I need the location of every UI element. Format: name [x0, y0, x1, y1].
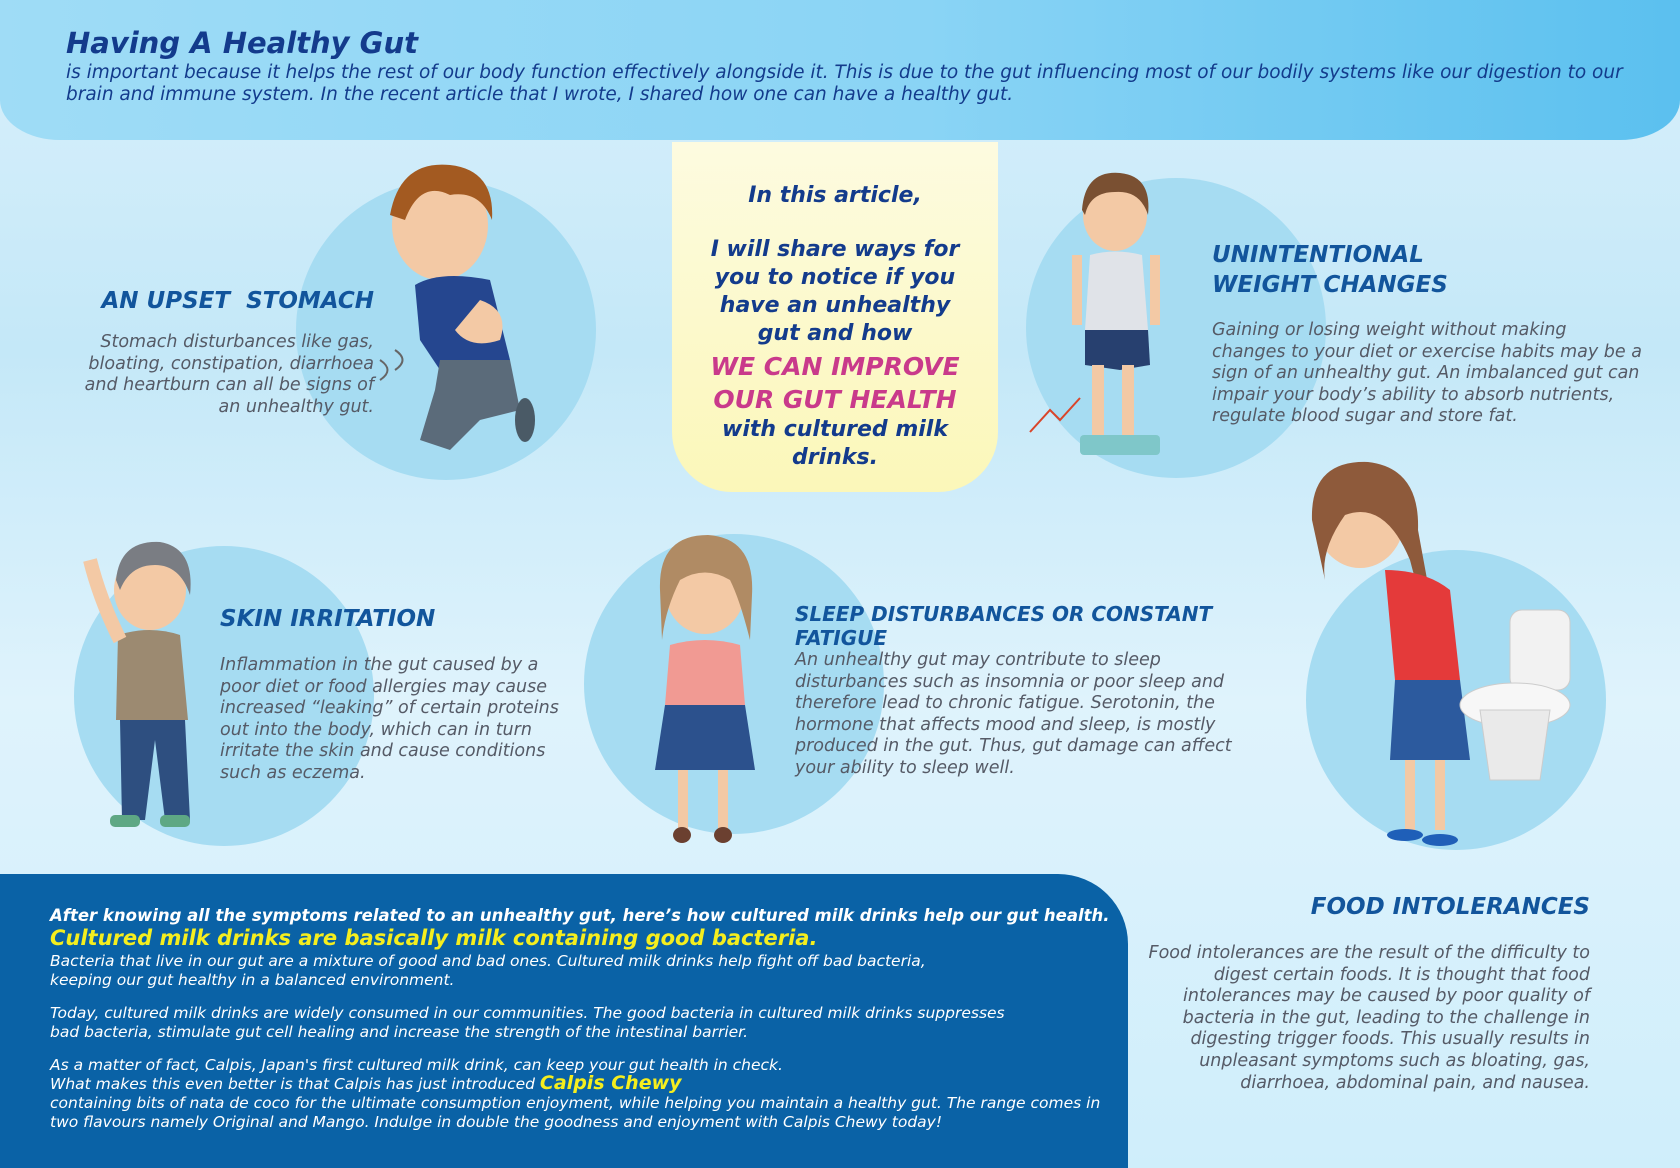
article-callout [672, 142, 998, 492]
bottom-p4-intro: What makes this even better is that Calpis has just introduced [50, 1075, 535, 1093]
bottom-paragraph-3: As a matter of fact, Calpis, Japan's first cultured milk drink, can keep your gut health in check. [50, 1056, 783, 1074]
bottom-paragraph-4 [50, 1074, 1110, 1132]
product-name: Calpis Chewy [539, 1072, 682, 1094]
weight-text: Gaining or losing weight without making changes to your diet or exercise habits may be a sign of an unhealthy gut. An imbalanced gut can impair your body’s ability to absorb nutrients, regulate blood sugar and store fat. [1212, 320, 1642, 427]
bottom-lead: After knowing all the symptoms related to an unhealthy gut, here’s how cultured milk drinks help our gut health. [50, 906, 1110, 925]
skin-irritation-boy-illustration [80, 540, 220, 840]
bottom-paragraph-1: Bacteria that live in our gut are a mixture of good and bad ones. Cultured milk drinks help fight off bad bacteria, keeping our gut healthy in a balanced environment. [50, 952, 926, 989]
bottom-highlight: Cultured milk drinks are basically milk containing good bacteria. [50, 926, 818, 950]
bottom-paragraph-2: Today, cultured milk drinks are widely consumed in our communities. The good bacteria in cultured milk drinks suppresses bad bacteria, stimulate gut cell healing and increase the strength of the intestinal barrier. [50, 1004, 1005, 1041]
bottom-p4-rest: containing bits of nata de coco for the ultimate consumption enjoyment, while helping you maintain a healthy gut. The range comes in two flavours namely Original and Mango. Indulge in double the goodness and enjoyment with Calpis Chewy today! [50, 1094, 1101, 1131]
page-title: Having A Healthy Gut [66, 26, 418, 60]
food-text: Food intolerances are the result of the difficulty to digest certain foods. It is thought that food intolerances may be caused by poor quality of bacteria in the gut, leading to the challenge in digesting trigger foods. This usually results in unpleasant symptoms such as bloating, gas, diarrhoea, abdominal pain, and nausea. [1148, 943, 1590, 1093]
skin-heading: SKIN IRRITATION [220, 606, 436, 632]
food-heading: FOOD INTOLERANCES [1310, 894, 1590, 920]
upset-stomach-heading: AN UPSET STOMACH [101, 288, 374, 314]
sleep-heading: SLEEP DISTURBANCES OR CONSTANT FATIGUE [795, 602, 1213, 650]
weight-heading-line2: WEIGHT CHANGES [1212, 272, 1448, 298]
sleep-text: An unhealthy gut may contribute to sleep disturbances such as insomnia or poor sleep and therefore lead to chronic fatigue. Serotonin, the hormone that affects mood and sleep, is mostly produced in the gut. Thus, gut damage can affect your ability to sleep well. [795, 650, 1232, 778]
tired-girl-illustration [630, 530, 780, 850]
callout-closing: with cultured milk drinks. [722, 417, 948, 470]
weight-heading-line1: UNINTENTIONAL [1212, 242, 1424, 268]
callout-intro: In this article, [748, 183, 922, 208]
callout-body: I will share ways for you to notice if you have an unhealthy gut and how [710, 237, 960, 346]
food-intolerance-girl-illustration [1290, 460, 1600, 860]
intro-text: is important because it helps the rest of our body function effectively alongside it. This is due to the gut influencing most of our bodily systems like our digestion to our brain and immune system. In the recent article that I wrote, I shared how one can have a healthy gut. [66, 62, 1623, 105]
weight-change-boy-illustration [1060, 170, 1180, 470]
upset-stomach-text: Stomach disturbances like gas, bloating, constipation, diarrhoea and heartburn can all be signs of an unhealthy gut. [84, 332, 374, 417]
upset-stomach-boy-illustration [360, 160, 580, 450]
callout-highlight: WE CAN IMPROVE OUR GUT HEALTH [710, 352, 960, 414]
bottom-info-band [0, 874, 1128, 1168]
skin-text: Inflammation in the gut caused by a poor diet or food allergies may cause increased “leaking” of certain proteins out into the body, which can in turn irritate the skin and cause conditions such as eczema. [220, 655, 559, 783]
